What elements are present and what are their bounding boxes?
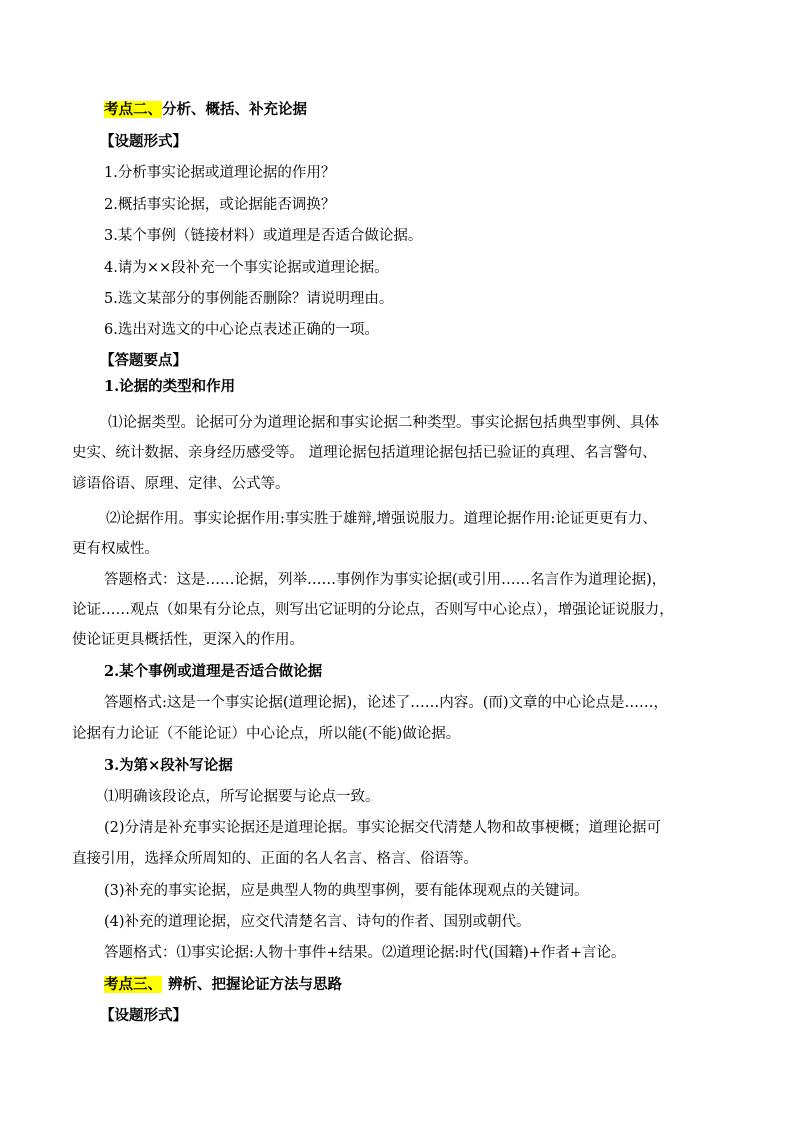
- point3-item-2-line1: (2)分清是补充事实论据还是道理论据。事实论据交代清楚人物和故事梗概；道理论据可: [104, 820, 662, 836]
- point3-format: 答题格式：⑴事实论据:人物十事件+结果。⑵道理论据:时代(国籍)+作者+言论。: [104, 945, 626, 961]
- section3-form-header: 【设题形式】: [100, 1007, 187, 1024]
- point1-type-line2: 史实、统计数据、亲身经历感受等。 道理论据包括道理论据包括已验证的真理、名言警句、: [72, 445, 657, 461]
- section3-title: 辨析、把握论证方法与思路: [168, 976, 342, 993]
- point3-title: 3.为第×段补写论据: [104, 757, 233, 774]
- answer-points-header: 【答题要点】: [100, 352, 187, 369]
- point2-format-line1: 答题格式:这是一个事实论据(道理论据)，论述了……内容。(而)文章的中心论点是……，: [104, 695, 669, 711]
- question-item-5: 5.选文某部分的事例能否删除？请说明理由。: [104, 291, 394, 307]
- section2-heading: [104, 100, 307, 120]
- point1-format-line1: 答题格式：这是……论据，列举……事例作为事实论据(或引用……名言作为道理论据)，: [104, 572, 667, 588]
- point1-type-line1: ⑴论据类型。论据可分为道理论据和事实论据二种类型。事实论据包括典型事例、具体: [108, 415, 659, 431]
- question-item-1: 1.分析事实论据或道理论据的作用？: [104, 165, 336, 181]
- section2-title: 分析、概括、补充论据: [162, 101, 307, 118]
- point3-item-3: (3)补充的事实论据，应是典型人物的典型事例，要有能体现观点的关键词。: [104, 883, 589, 899]
- question-item-6: 6.选出对选文的中心论点表述正确的一项。: [104, 322, 379, 338]
- section3-heading: [104, 975, 342, 995]
- point2-format-line2: 论据有力论证（不能论证）中心论点，所以能(不能)做论据。: [72, 726, 461, 742]
- question-item-4: 4.请为××段补充一个事实论据或道理论据。: [104, 260, 389, 276]
- point1-type-line3: 谚语俗语、原理、定律、公式等。: [72, 476, 290, 492]
- point2-title: 2.某个事例或道理是否适合做论据: [104, 663, 323, 680]
- point1-title: 1.论据的类型和作用: [104, 378, 236, 395]
- question-item-2: 2.概括事实论据，或论据能否调换？: [104, 197, 336, 213]
- point1-format-line2: 论证……观点（如果有分论点，则写出它证明的分论点，否则写中心论点），增强论证说服力，: [72, 602, 674, 618]
- question-item-3: 3.某个事例（链接材料）或道理是否适合做论据。: [104, 228, 423, 244]
- question-form-header: 【设题形式】: [100, 133, 187, 150]
- point3-item-4: (4)补充的道理论据，应交代清楚名言、诗句的作者、国别或朝代。: [104, 914, 531, 930]
- point1-effect-line2: 更有权威性。: [72, 541, 159, 557]
- point1-format-line3: 使论证更具概括性，更深入的作用。: [72, 632, 304, 648]
- point1-effect-line1: ⑵论据作用。事实论据作用:事实胜于雄辩,增强说服力。道理论据作用:论证更更有力、: [106, 511, 657, 527]
- point3-item-1: ⑴明确该段论点，所写论据要与论点一致。: [104, 789, 380, 805]
- section2-tag: 考点二、: [104, 101, 162, 118]
- point3-item-2-line2: 直接引用，选择众所周知的、正面的名人名言、格言、俗语等。: [72, 851, 478, 867]
- section3-tag: 考点三、: [104, 976, 162, 993]
